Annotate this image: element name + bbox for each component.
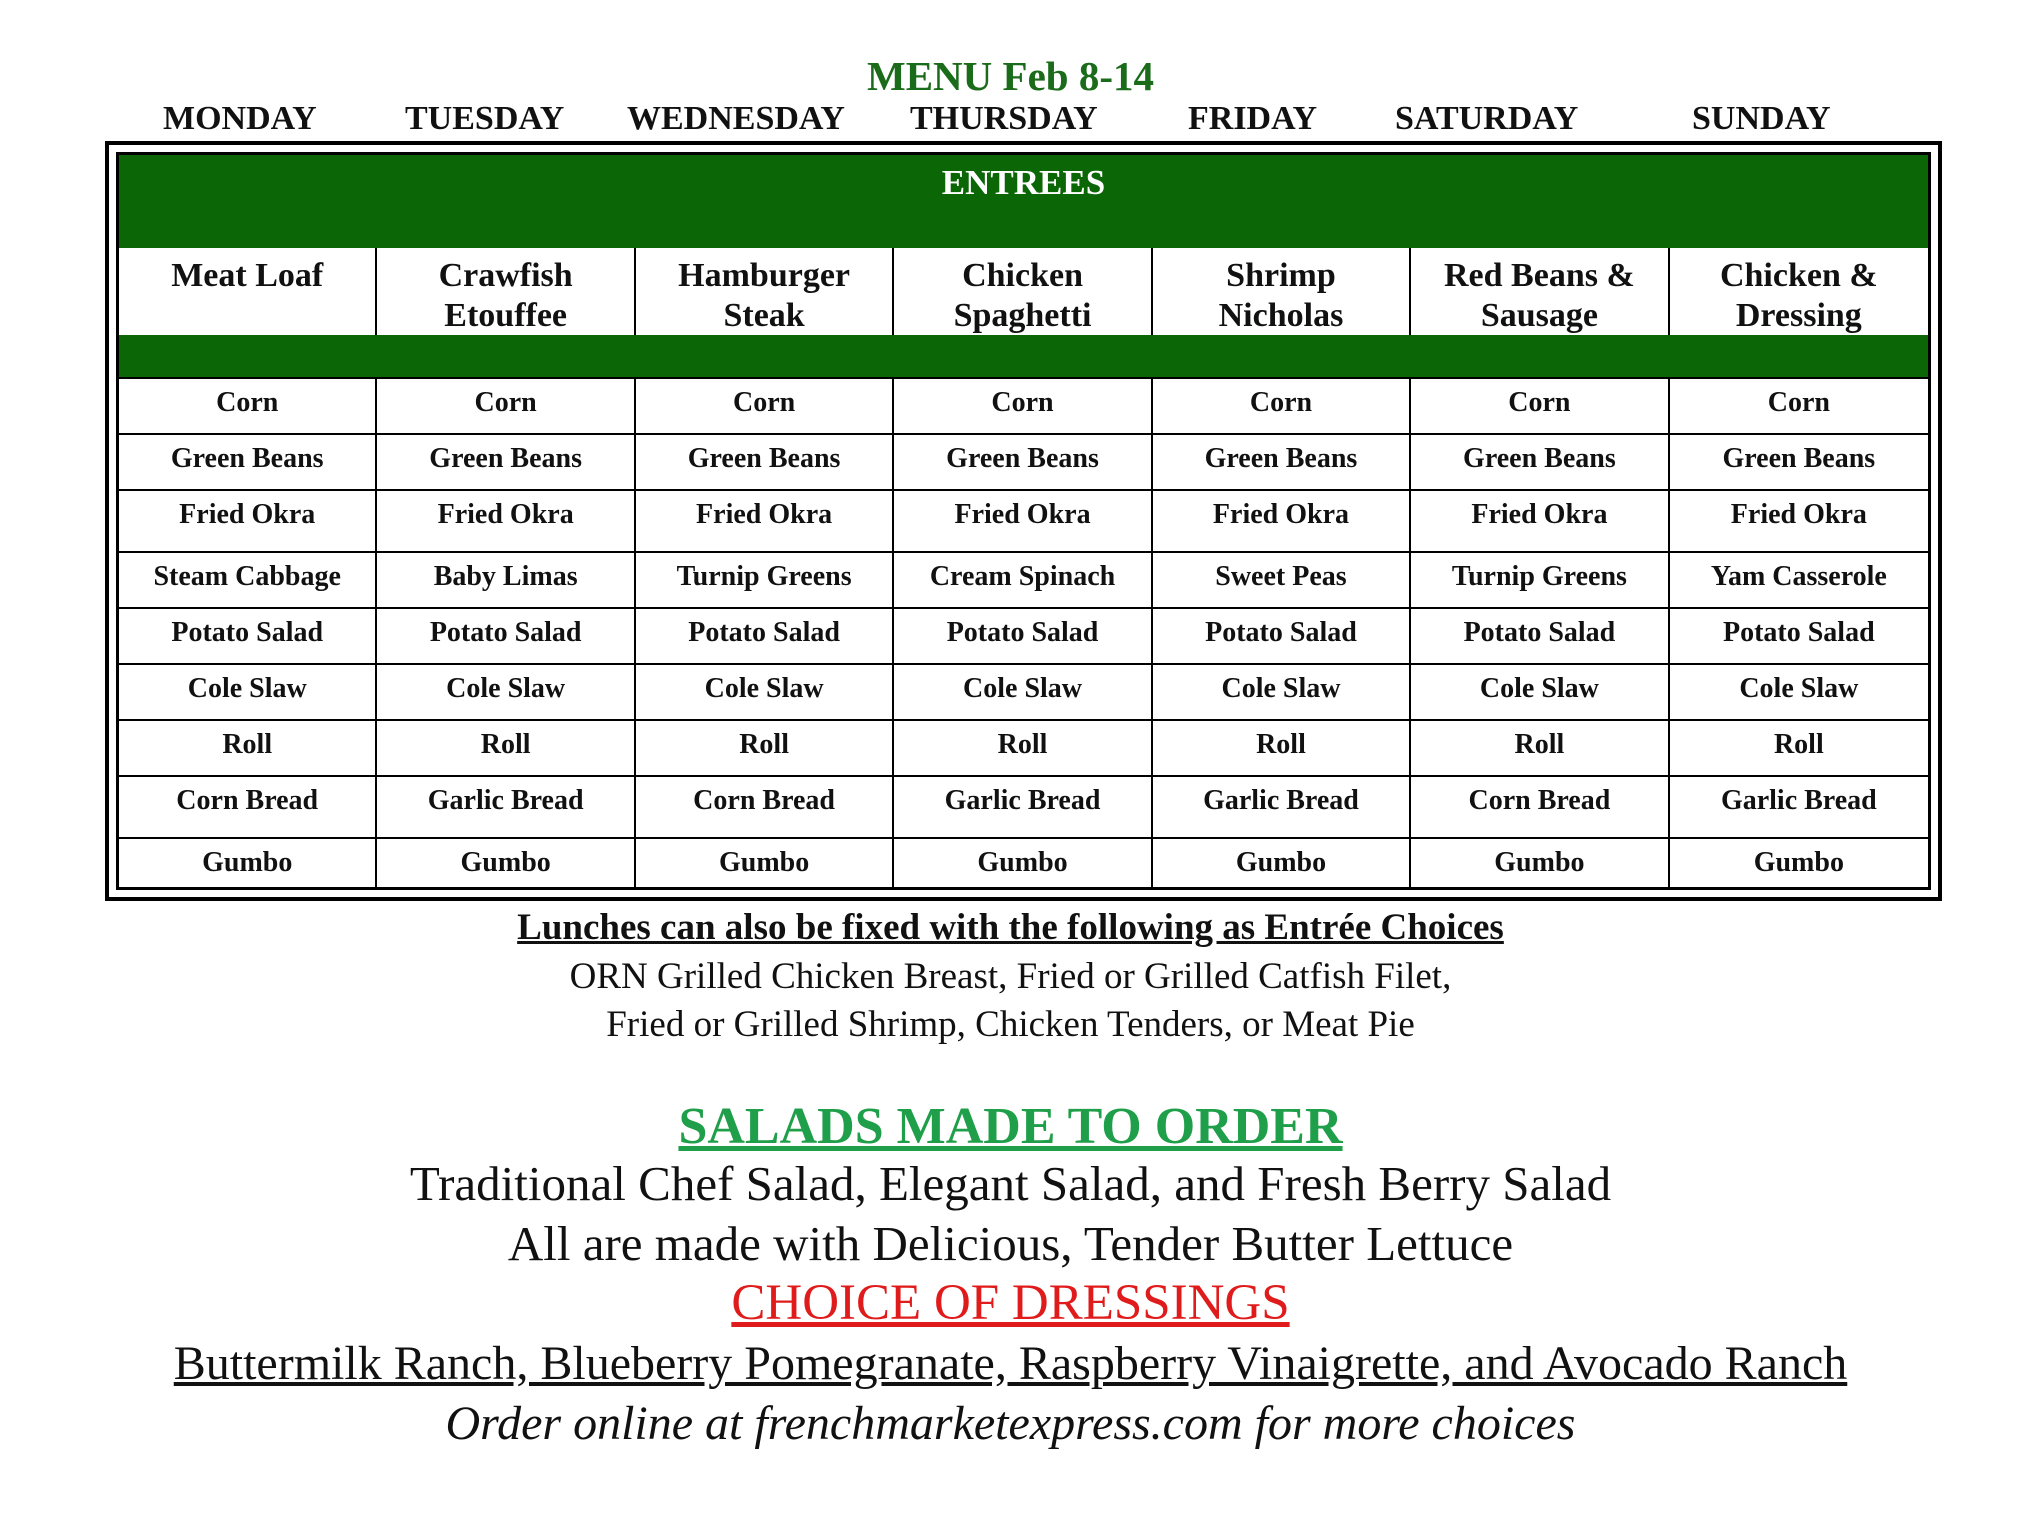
side-cell: Potato Salad <box>894 609 1152 665</box>
side-cell: Potato Salad <box>377 609 635 665</box>
side-cell: Garlic Bread <box>1153 777 1411 839</box>
side-cell: Gumbo <box>1411 839 1669 889</box>
side-cell: Cole Slaw <box>119 665 377 721</box>
side-cell: Steam Cabbage <box>119 553 377 609</box>
side-cell: Cole Slaw <box>1739 673 1859 704</box>
menu-title: MENU Feb 8-14 <box>867 53 1154 99</box>
entree-cell: Chicken & Dressing <box>1719 257 1878 334</box>
day-tuesday: TUESDAY <box>405 100 565 137</box>
side-cell: Garlic Bread <box>1720 785 1877 816</box>
side-cell: Cole Slaw <box>1411 665 1669 721</box>
day-thursday: THURSDAY <box>910 100 1098 137</box>
side-cell: Sweet Peas <box>1153 553 1411 609</box>
side-cell: Corn <box>119 379 377 435</box>
entrees-header-bar <box>119 155 1928 248</box>
side-row <box>119 433 1928 491</box>
side-cell: Corn Bread <box>1411 777 1669 839</box>
menu-table-frame <box>105 141 1942 901</box>
side-cell: Corn <box>1153 379 1411 435</box>
side-row <box>119 719 1928 777</box>
side-cell: Corn Bread <box>119 777 377 839</box>
side-cell: Gumbo <box>636 839 894 889</box>
side-cell: Corn <box>894 379 1152 435</box>
side-cell: Corn Bread <box>636 777 894 839</box>
side-cell: Green Beans <box>636 435 894 491</box>
side-cell: Green Beans <box>377 435 635 491</box>
day-saturday: SATURDAY <box>1395 100 1579 137</box>
side-cell: Cole Slaw <box>377 665 635 721</box>
side-row <box>119 663 1928 721</box>
side-row <box>119 551 1928 609</box>
side-cell: Fried Okra <box>119 491 377 553</box>
side-cell: Fried Okra <box>1730 499 1867 530</box>
side-row <box>119 377 1928 435</box>
side-cell: Potato Salad <box>1722 617 1875 648</box>
entree-cell: Meat Loaf <box>119 248 377 335</box>
sides-divider-bar <box>119 335 1928 377</box>
lunch-line-2: Fried or Grilled Shrimp, Chicken Tenders, or Meat Pie <box>606 1004 1415 1045</box>
side-cell: Cole Slaw <box>894 665 1152 721</box>
entree-cell: Hamburger Steak <box>636 248 894 335</box>
side-cell: Gumbo <box>894 839 1152 889</box>
side-cell: Green Beans <box>1722 443 1876 474</box>
menu-table <box>116 152 1931 890</box>
side-cell: Fried Okra <box>1411 491 1669 553</box>
side-cell: Yam Casserole <box>1710 561 1887 592</box>
side-cell: Turnip Greens <box>1411 553 1669 609</box>
side-cell: Fried Okra <box>894 491 1152 553</box>
side-cell: Corn <box>636 379 894 435</box>
side-cell: Baby Limas <box>377 553 635 609</box>
side-cell: Roll <box>1773 729 1824 760</box>
side-cell: Cole Slaw <box>636 665 894 721</box>
lunch-line-1: ORN Grilled Chicken Breast, Fried or Grilled Catfish Filet, <box>569 956 1452 997</box>
entree-cell: Red Beans & Sausage <box>1411 248 1669 335</box>
side-row <box>119 489 1928 553</box>
side-cell: Potato Salad <box>119 609 377 665</box>
salads-heading: SALADS MADE TO ORDER <box>678 1098 1343 1155</box>
side-cell: Roll <box>894 721 1152 777</box>
side-cell: Cole Slaw <box>1153 665 1411 721</box>
entree-row <box>119 248 1928 335</box>
side-cell: Fried Okra <box>636 491 894 553</box>
day-wednesday: WEDNESDAY <box>627 100 845 137</box>
side-cell: Roll <box>377 721 635 777</box>
day-headers <box>105 100 1940 146</box>
side-cell: Corn <box>377 379 635 435</box>
side-cell: Corn <box>1767 387 1830 418</box>
side-row <box>119 775 1928 839</box>
entree-cell: Crawfish Etouffee <box>377 248 635 335</box>
side-cell: Green Beans <box>894 435 1152 491</box>
side-row <box>119 607 1928 665</box>
side-cell: Cream Spinach <box>894 553 1152 609</box>
side-cell: Roll <box>119 721 377 777</box>
side-cell: Garlic Bread <box>894 777 1152 839</box>
side-cell: Gumbo <box>1753 847 1844 878</box>
entree-cell: Shrimp Nicholas <box>1153 248 1411 335</box>
side-cell: Green Beans <box>1411 435 1669 491</box>
day-sunday: SUNDAY <box>1692 100 1831 137</box>
salads-line-1: Traditional Chef Salad, Elegant Salad, and Fresh Berry Salad <box>409 1156 1612 1211</box>
side-cell: Roll <box>1153 721 1411 777</box>
lunch-heading: Lunches can also be fixed with the following as Entrée Choices <box>517 907 1504 948</box>
side-cell: Potato Salad <box>1153 609 1411 665</box>
dressings-heading: CHOICE OF DRESSINGS <box>731 1275 1290 1331</box>
day-friday: FRIDAY <box>1188 100 1318 137</box>
dressings-list: Buttermilk Ranch, Blueberry Pomegranate, Raspberry Vinaigrette, and Avocado Ranch <box>173 1337 1848 1390</box>
side-cell: Garlic Bread <box>377 777 635 839</box>
salads-line-2: All are made with Delicious, Tender Butter Lettuce <box>507 1216 1514 1271</box>
side-cell: Potato Salad <box>1411 609 1669 665</box>
entrees-label: ENTREES <box>941 163 1106 202</box>
side-cell: Potato Salad <box>636 609 894 665</box>
side-cell: Gumbo <box>377 839 635 889</box>
side-cell: Fried Okra <box>377 491 635 553</box>
side-cell: Gumbo <box>1153 839 1411 889</box>
side-row <box>119 837 1928 889</box>
order-online-line: Order online at frenchmarketexpress.com for more choices <box>445 1397 1576 1450</box>
side-cell: Green Beans <box>119 435 377 491</box>
day-monday: MONDAY <box>163 100 317 137</box>
side-cell: Green Beans <box>1153 435 1411 491</box>
side-cell: Roll <box>1411 721 1669 777</box>
side-cell: Fried Okra <box>1153 491 1411 553</box>
entree-cell: Chicken Spaghetti <box>894 248 1152 335</box>
side-cell: Gumbo <box>119 839 377 889</box>
side-cell: Turnip Greens <box>636 553 894 609</box>
side-cell: Corn <box>1411 379 1669 435</box>
side-cell: Roll <box>636 721 894 777</box>
